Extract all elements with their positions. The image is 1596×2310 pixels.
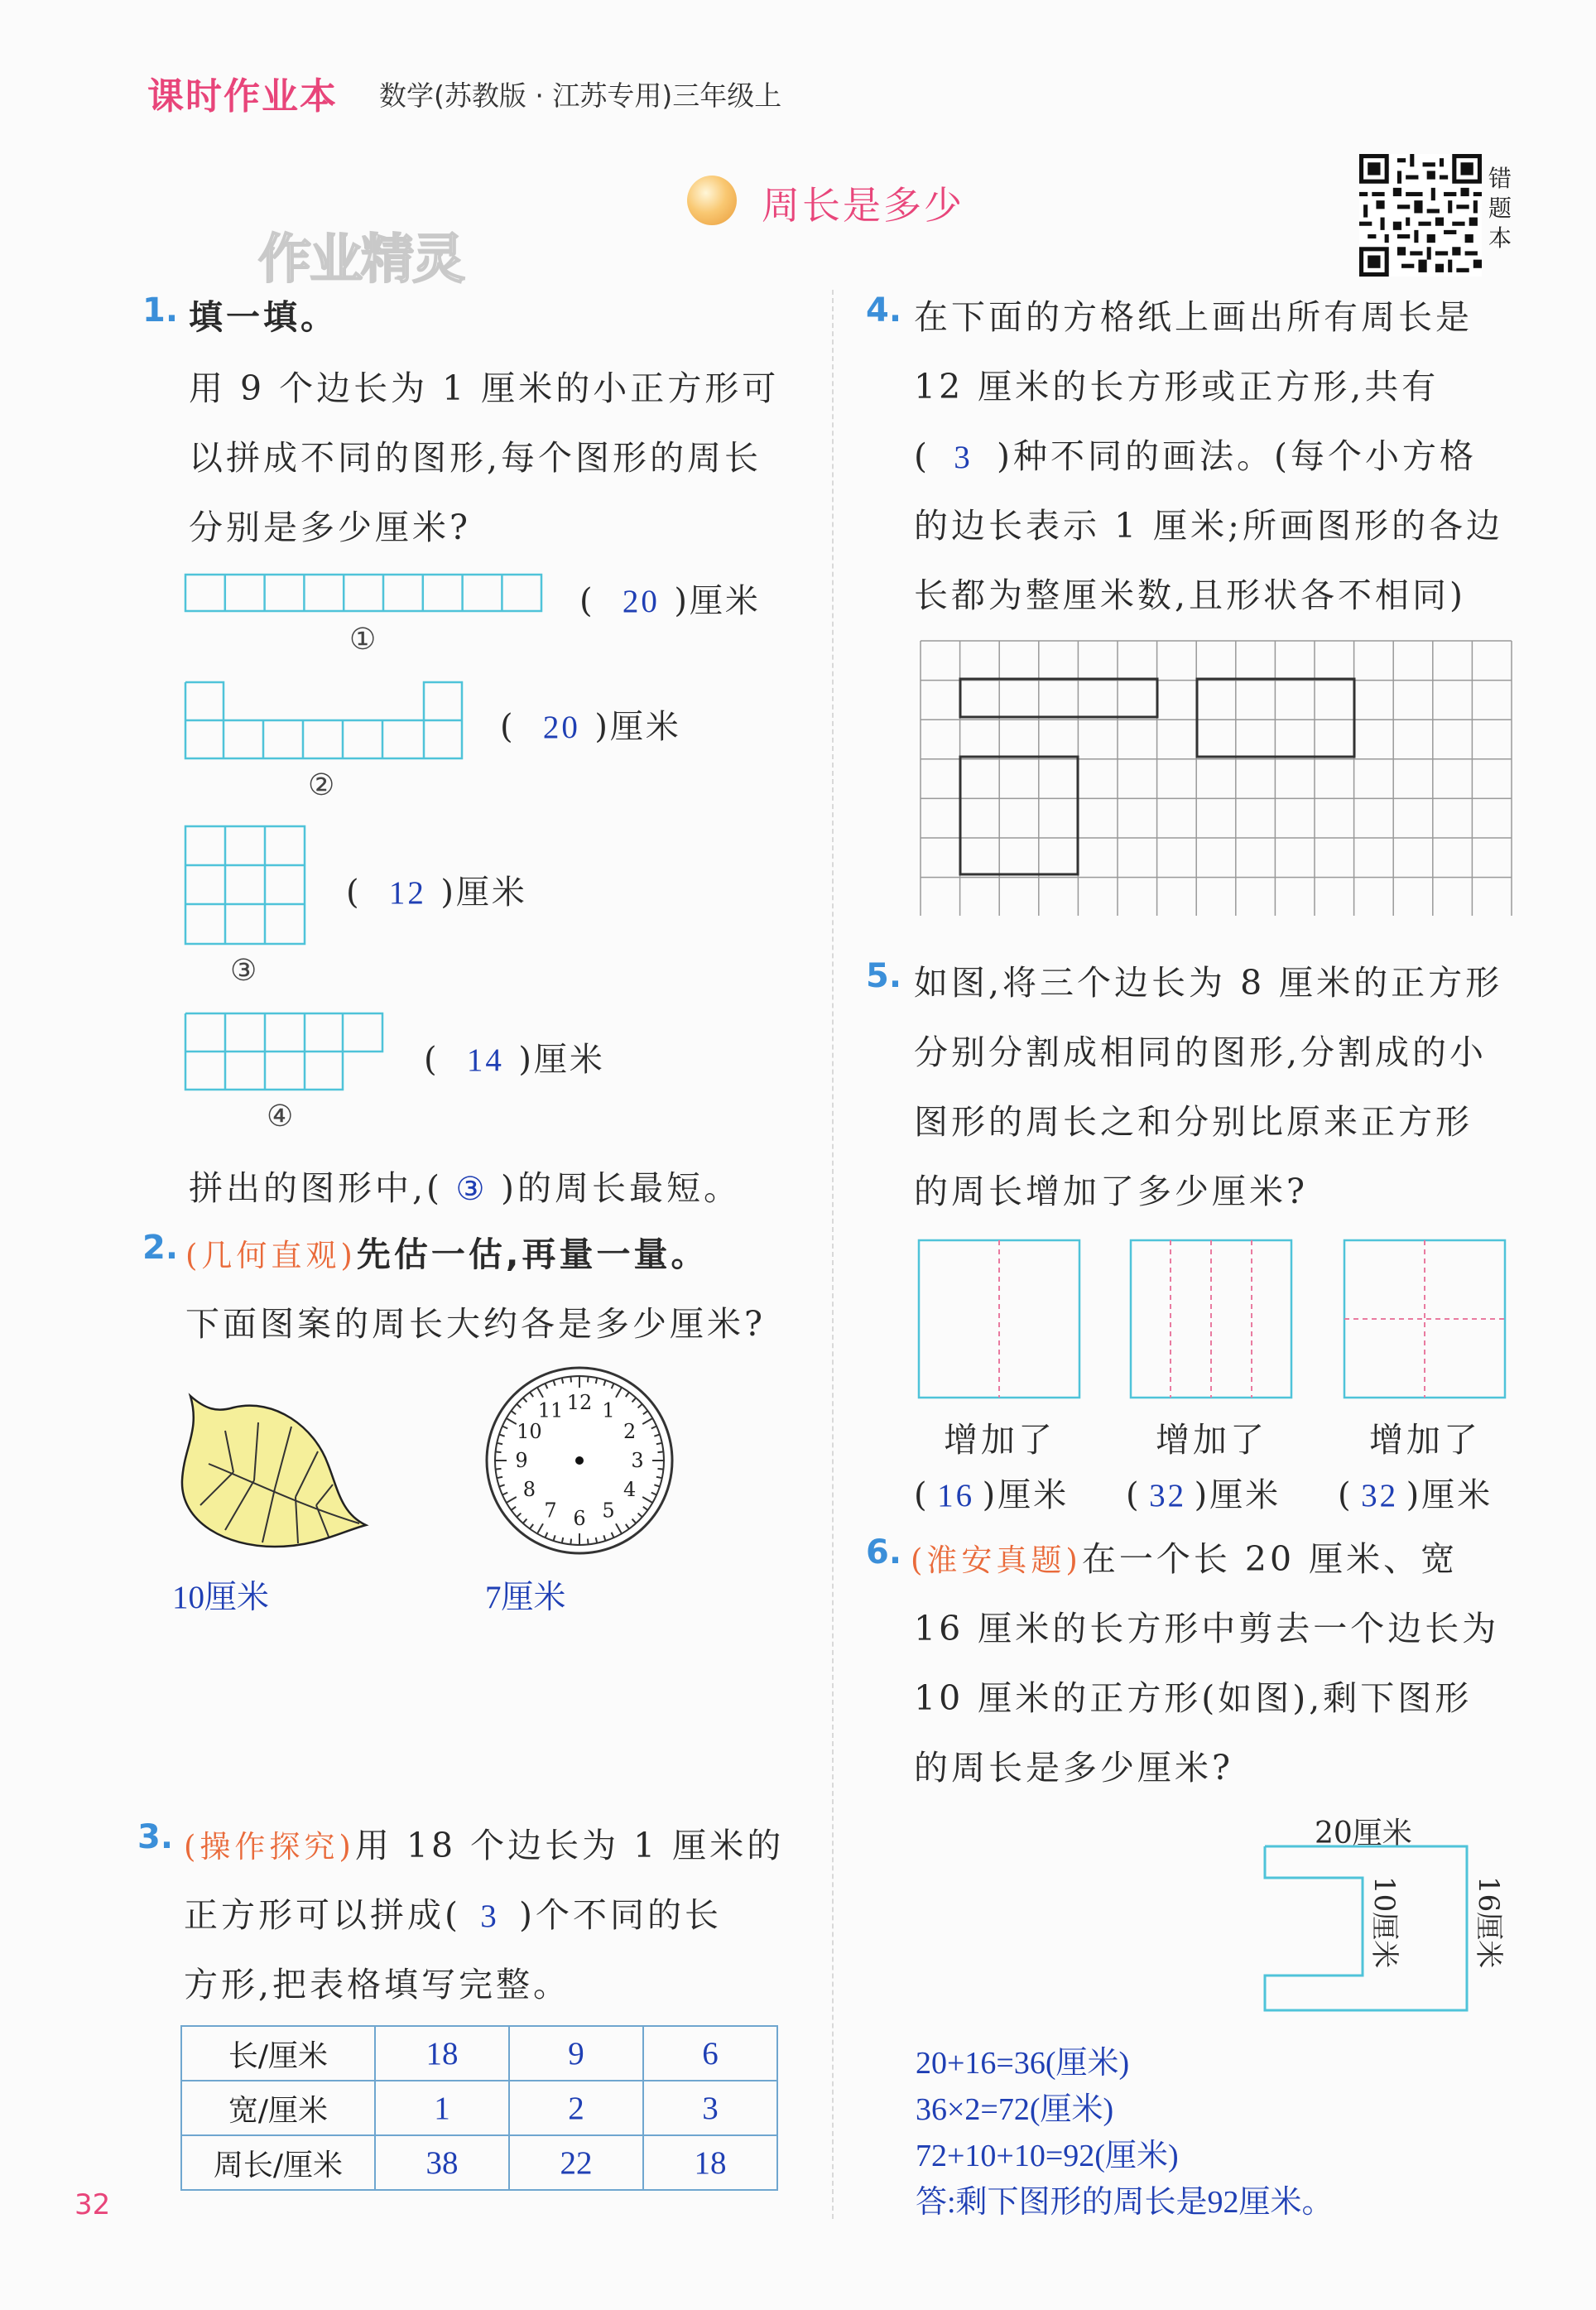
clock-tick [496, 1469, 502, 1470]
clock-number: 1 [602, 1398, 615, 1422]
q6-line-3: 10 厘米的正方形(如图),剩下图形 [914, 1678, 1473, 1718]
clock-tick [656, 1477, 662, 1478]
q5-answer-1-row: ( 16 )厘米 [914, 1476, 1070, 1514]
table-row-head: 宽/厘米 [181, 2081, 375, 2135]
table-cell: 18 [375, 2026, 509, 2081]
q4-line-5: 长都为整厘米数,且形状各不相同) [914, 575, 1467, 615]
q1-label-3: ③ [230, 954, 257, 988]
q1-answer-3: 12 [388, 875, 426, 911]
book-subtitle: 数学(苏教版 · 江苏专用)三年级上 [379, 79, 782, 112]
q1-final-answer: ③ [455, 1172, 488, 1207]
q1-shape-3 [184, 825, 306, 946]
table-row [181, 2081, 777, 2135]
q1-answer-4: 14 [466, 1042, 504, 1078]
q2-tag: (几何直观) [185, 1238, 357, 1273]
q6-number: 6. [866, 1533, 902, 1571]
q1-answer-1: 20 [622, 584, 660, 619]
table-cell: 22 [509, 2135, 643, 2190]
clock-number: 6 [573, 1507, 586, 1530]
q4-line-3-pre: ( [914, 436, 930, 476]
q4-number: 4. [866, 291, 902, 330]
q2-leaf-answer: 10厘米 [172, 1580, 270, 1615]
q5-answer-2: 32 [1149, 1478, 1187, 1514]
q3-line-3: 方形,把表格填写完整。 [184, 1965, 571, 2004]
q1-answer-2: 20 [542, 710, 580, 745]
page-number: 32 [75, 2188, 111, 2221]
q5-unit-1: 厘米 [997, 1476, 1070, 1514]
q5-line-1: 如图,将三个边长为 8 厘米的正方形 [914, 963, 1503, 1003]
clock-tick [570, 1538, 571, 1544]
q6-solution-1: 20+16=36(厘米) [916, 2046, 1130, 2081]
q5-answer-1: 16 [937, 1478, 975, 1514]
page-title: 周长是多少 [762, 183, 964, 228]
q6-line-1 [911, 1532, 1458, 1581]
q3-tag: (操作探究) [184, 1829, 355, 1865]
q1-unit-2: 厘米 [609, 708, 681, 746]
q1-label-1: ① [349, 623, 377, 657]
q6-fig-top-label: 20厘米 [1315, 1817, 1412, 1850]
table-cell: 9 [509, 2026, 643, 2081]
q5-unit-2: 厘米 [1209, 1476, 1281, 1514]
q3-line-1 [184, 1818, 784, 1867]
table-row-head: 长/厘米 [181, 2026, 375, 2081]
q5-increase-label-2: 增加了 [1156, 1420, 1267, 1460]
q1-answer-2-row: ( 20 )厘米 [500, 708, 681, 746]
q5-square-3 [1343, 1239, 1508, 1401]
q1-line-2: 以拼成不同的图形,每个图形的周长 [189, 438, 762, 478]
q1-heading: 填一填。 [189, 297, 338, 337]
table-cell: 6 [643, 2026, 777, 2081]
q6-line-1-text: 在一个长 20 厘米、宽 [1081, 1539, 1459, 1579]
q1-answer-3-row: ( 12 )厘米 [346, 873, 527, 912]
q2-number: 2. [142, 1229, 179, 1267]
q1-shape-2 [184, 681, 465, 760]
q1-final-pre: 拼出的图形中,( [189, 1168, 444, 1208]
title-ball-icon [687, 176, 737, 225]
q4-line-2: 12 厘米的长方形或正方形,共有 [914, 367, 1440, 407]
q3-number: 3. [137, 1818, 174, 1856]
q2-heading: 先估一估,再量一量。 [356, 1234, 709, 1274]
q1-unit-3: 厘米 [455, 873, 527, 912]
q1-label-2: ② [308, 768, 335, 802]
table-row-head: 周长/厘米 [181, 2135, 375, 2190]
q1-label-4: ④ [267, 1100, 294, 1133]
leaf-drawing [175, 1389, 371, 1555]
q1-final-post: )的周长最短。 [501, 1168, 742, 1208]
q2-clock-answer: 7厘米 [485, 1580, 566, 1615]
q5-answer-2-row: ( 32 )厘米 [1126, 1476, 1281, 1514]
q1-unit-4: 厘米 [533, 1041, 605, 1079]
q3-table [180, 2025, 778, 2191]
q3-line-2-pre: 正方形可以拼成( [184, 1895, 461, 1935]
q1-answer-1-row: ( 20 )厘米 [579, 582, 761, 620]
q5-line-3: 图形的周长之和分别比原来正方形 [914, 1102, 1473, 1142]
q1-final-line [189, 1161, 741, 1210]
clock-drawing [483, 1364, 675, 1557]
q6-solution-2: 36×2=72(厘米) [916, 2092, 1114, 2127]
q6-line-4: 的周长是多少厘米? [914, 1748, 1233, 1788]
q5-square-1 [917, 1239, 1083, 1401]
q4-rect-1x5 [960, 679, 1157, 717]
q4-line-4: 的边长表示 1 厘米;所画图形的各边 [914, 506, 1503, 546]
clock-number: 12 [566, 1391, 593, 1414]
q1-line-3: 分别是多少厘米? [189, 508, 471, 547]
q6-fig-right-label: 16厘米 [1472, 1876, 1505, 1969]
q4-answer: 3 [954, 440, 973, 475]
clock-tick [562, 1378, 563, 1384]
clock-number: 7 [544, 1499, 557, 1523]
q4-line-3-post: )种不同的画法。(每个小方格 [997, 436, 1477, 476]
table-cell: 2 [509, 2081, 643, 2135]
q3-answer: 3 [480, 1899, 500, 1934]
q2-line-2: 下面图案的周长大约各是多少厘米? [185, 1304, 766, 1344]
clock-number: 11 [537, 1398, 564, 1422]
q1-shape-4 [184, 1012, 386, 1091]
q1-line-1: 用 9 个边长为 1 厘米的小正方形可 [189, 368, 780, 408]
q6-fig-right-label-box [1472, 1876, 1513, 2017]
q4-square-3x3 [960, 757, 1078, 874]
clock-number: 3 [631, 1449, 644, 1472]
clock-tick [497, 1443, 502, 1444]
clock-number: 9 [515, 1449, 528, 1472]
q6-fig-inner-label-box [1368, 1876, 1409, 2017]
table-row [181, 2026, 777, 2081]
clock-tick [596, 1538, 597, 1543]
clock-tick [656, 1443, 662, 1444]
q5-answer-3-row: ( 32 )厘米 [1338, 1476, 1493, 1514]
q1-shape-1 [184, 573, 545, 614]
column-divider [832, 290, 834, 2219]
table-cell: 18 [643, 2135, 777, 2190]
q1-answer-4-row: ( 14 )厘米 [424, 1041, 605, 1079]
qr-label: 错题本 [1488, 165, 1512, 252]
q4-line-3 [914, 429, 1477, 478]
table-row [181, 2135, 777, 2190]
q5-increase-label-1: 增加了 [944, 1420, 1055, 1460]
q3-line-2-post: )个不同的长 [519, 1895, 722, 1935]
table-cell: 1 [375, 2081, 509, 2135]
q5-number: 5. [866, 957, 902, 995]
q5-square-2 [1129, 1239, 1295, 1401]
watermark: 作业精灵 [258, 229, 464, 291]
clock-tick [497, 1477, 502, 1478]
clock-tick [657, 1451, 663, 1452]
q5-line-2: 分别分割成相同的图形,分割成的小 [914, 1032, 1488, 1072]
clock-number: 10 [517, 1420, 542, 1443]
q5-increase-label-3: 增加了 [1369, 1420, 1481, 1460]
q3-line-1-text: 用 18 个边长为 1 厘米的 [354, 1826, 785, 1865]
clock-tick [496, 1451, 502, 1452]
clock-number: 4 [623, 1478, 637, 1501]
clock-number: 5 [602, 1499, 615, 1523]
q6-fig-inner-label: 10厘米 [1368, 1876, 1401, 1969]
clock-tick [570, 1377, 571, 1383]
clock-tick [562, 1538, 563, 1543]
table-cell: 38 [375, 2135, 509, 2190]
clock-tick [588, 1538, 589, 1544]
q6-solution-3: 72+10+10=92(厘米) [916, 2139, 1179, 2173]
q6-solution-answer: 答:剩下图形的周长是92厘米。 [916, 2185, 1334, 2220]
clock-tick [596, 1378, 597, 1384]
book-brand: 课时作业本 [147, 75, 338, 118]
q5-answer-3: 32 [1361, 1478, 1399, 1514]
clock-number: 8 [522, 1478, 536, 1501]
qr-code-icon[interactable] [1359, 154, 1482, 277]
table-cell: 3 [643, 2081, 777, 2135]
clock-tick [657, 1469, 663, 1470]
q3-line-2 [184, 1888, 722, 1937]
q5-unit-3: 厘米 [1421, 1476, 1493, 1514]
q5-line-4: 的周长增加了多少厘米? [914, 1172, 1308, 1211]
q4-grid-paper [919, 639, 1517, 916]
q6-tag: (淮安真题) [911, 1542, 1082, 1578]
q1-unit-1: 厘米 [689, 582, 761, 620]
q2-line-1 [185, 1227, 708, 1276]
clock-number: 2 [623, 1420, 637, 1443]
q1-number: 1. [142, 291, 179, 330]
q6-line-2: 16 厘米的长方形中剪去一个边长为 [914, 1609, 1500, 1648]
q4-line-1: 在下面的方格纸上画出所有周长是 [914, 297, 1473, 337]
clock-tick [588, 1377, 589, 1383]
